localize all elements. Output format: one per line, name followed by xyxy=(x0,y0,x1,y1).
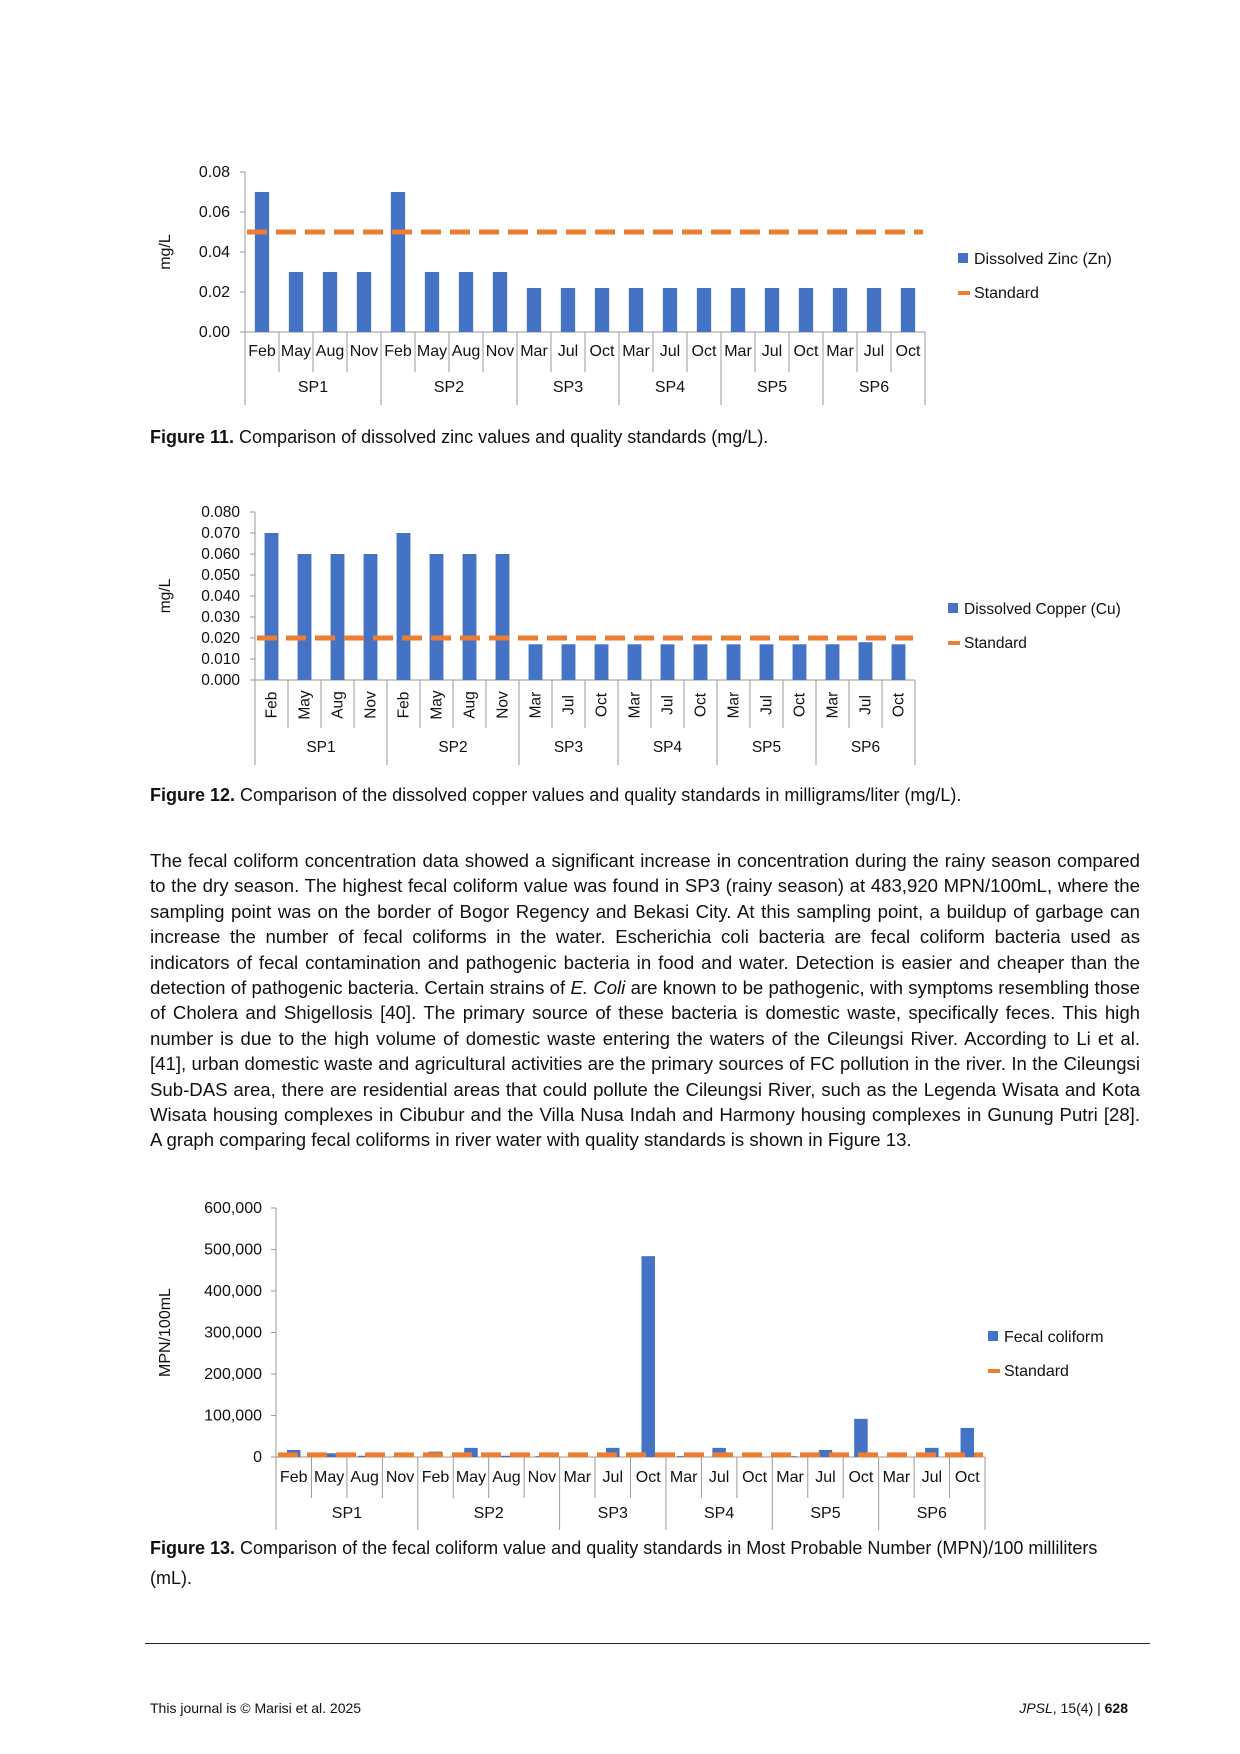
figure-13-chart xyxy=(0,1200,1240,1535)
data-bar xyxy=(833,288,847,332)
y-tick-label: 0.050 xyxy=(201,567,240,584)
x-tick-label: Nov xyxy=(385,1469,415,1486)
y-tick-label: 0.030 xyxy=(201,609,240,626)
data-bar xyxy=(867,288,881,332)
y-tick-label: 0.020 xyxy=(201,630,240,647)
y-axis-label: mg/L xyxy=(157,234,174,270)
x-tick-label: Nov xyxy=(362,691,380,719)
x-tick-label: Feb xyxy=(395,691,413,719)
figure-12-chart xyxy=(0,500,1240,770)
y-tick-label: 0.060 xyxy=(201,546,240,563)
data-bar xyxy=(663,288,677,332)
x-tick-label: Mar xyxy=(626,691,644,719)
x-tick-label: Mar xyxy=(776,1469,804,1486)
footer-journal: JPSL xyxy=(1019,1700,1053,1716)
data-bar xyxy=(892,644,906,680)
x-tick-label: Oct xyxy=(692,692,710,718)
group-label: SP3 xyxy=(552,379,584,396)
body-text-italic: E. Coli xyxy=(570,977,626,999)
figure-11-caption-text: Comparison of dissolved zinc values and quality standards (mg/L). xyxy=(234,427,769,447)
x-tick-label: Jul xyxy=(761,343,783,360)
data-bar xyxy=(826,644,840,680)
x-tick-label: Feb xyxy=(263,691,281,719)
x-tick-label: Oct xyxy=(848,1469,874,1486)
data-bar xyxy=(694,644,708,680)
y-tick-label: 600,000 xyxy=(204,1200,262,1217)
y-tick-label: 0.040 xyxy=(201,588,240,605)
y-tick-label: 100,000 xyxy=(204,1407,262,1425)
data-bar xyxy=(731,288,745,332)
figure-11-caption-label: Figure 11. xyxy=(150,427,235,447)
data-bar xyxy=(641,1256,654,1457)
x-tick-label: Nov xyxy=(349,343,379,360)
x-tick-label: May xyxy=(280,343,312,360)
group-label: SP6 xyxy=(916,1505,947,1522)
data-bar xyxy=(595,288,609,332)
group-label: SP2 xyxy=(473,1505,504,1522)
data-bar xyxy=(493,272,507,332)
x-tick-label: Mar xyxy=(724,343,752,360)
group-label: SP5 xyxy=(751,739,782,756)
data-bar xyxy=(425,272,439,332)
data-bar xyxy=(793,644,807,680)
x-tick-label: Jul xyxy=(708,1469,730,1486)
data-bar xyxy=(859,642,873,680)
group-label: SP1 xyxy=(297,379,329,396)
x-tick-label: Aug xyxy=(451,343,481,360)
x-tick-label: Jul xyxy=(758,695,776,715)
body-text-part-1: The fecal coliform concentration data showed a significant increase in concentration during the rainy season compared to the dry season. The highest fecal coliform value was found in SP3 (rainy season) at 483,920 MPN/100mL, where the sampling point was on the border of Bogor Regency and Bekasi City. At this sampling point, a buildup of garbage can increase the number of fecal coliforms in the water. Escherichia coli bacteria are fecal coliform bacteria used as indicators of fecal contamination and pathogenic bacteria in food and water. Detection is easier and cheaper than the detection of pathogenic bacteria. Certain strains of xyxy=(150,850,1140,999)
x-tick-label: Feb xyxy=(279,1469,308,1486)
data-bar xyxy=(799,288,813,332)
figure-13-caption-label: Figure 13. xyxy=(150,1538,236,1558)
x-tick-label: Jul xyxy=(602,1469,624,1486)
x-tick-label: Feb xyxy=(248,343,276,360)
y-tick-label: 400,000 xyxy=(204,1283,262,1300)
footer-citation xyxy=(1019,1700,1128,1716)
data-bar xyxy=(265,533,279,680)
x-tick-label: Nov xyxy=(494,691,512,719)
x-tick-label: Mar xyxy=(563,1469,592,1486)
x-tick-label: Feb xyxy=(421,1469,450,1486)
x-tick-label: May xyxy=(416,343,448,360)
figure-11-caption xyxy=(150,422,1140,452)
x-tick-label: Nov xyxy=(485,343,515,360)
footer-copyright: This journal is © Marisi et al. 2025 xyxy=(150,1700,362,1716)
data-bar xyxy=(255,192,269,332)
data-bar xyxy=(459,272,473,332)
data-bar xyxy=(697,288,711,332)
x-tick-label: Mar xyxy=(725,691,743,719)
data-bar xyxy=(628,644,642,680)
data-bar xyxy=(595,644,609,680)
x-tick-label: Oct xyxy=(954,1469,980,1486)
x-tick-label: Nov xyxy=(527,1469,557,1486)
x-tick-label: Oct xyxy=(791,692,809,718)
legend-swatch-series xyxy=(948,603,958,613)
group-label: SP4 xyxy=(704,1505,735,1522)
y-tick-label: 0 xyxy=(253,1449,262,1466)
data-bar xyxy=(496,554,510,680)
data-bar xyxy=(463,554,477,680)
group-label: SP2 xyxy=(433,379,465,396)
x-tick-label: Oct xyxy=(793,343,819,360)
y-tick-label: 300,000 xyxy=(204,1324,262,1342)
x-tick-label: Mar xyxy=(527,691,545,719)
data-bar xyxy=(561,288,575,332)
footer-volume: , 15(4) | xyxy=(1052,1700,1105,1716)
legend-label-standard: Standard xyxy=(974,285,1039,302)
group-label: SP5 xyxy=(810,1505,841,1522)
x-tick-label: Jul xyxy=(921,1469,943,1486)
body-text-part-2: are known to be pathogenic, with symptoms resembling those of Cholera and Shigellosis [40]. The primary source of these bacteria is domestic waste, specifically feces. This high number is due to the high volume of domestic waste entering the waters of the Cileungsi River. According to Li et al. [41], urban domestic waste and agricultural activities are the primary sources of FC pollution in the river. In the Cileungsi Sub-DAS area, there are residential areas that could pollute the Cileungsi River, such as the Legenda Wisata and Kota Wisata housing complexes in Cibubur and the Villa Nusa Indah and Harmony housing complexes in Gunung Putri [28]. A graph comparing fecal coliforms in river water with quality standards is shown in Figure 13. xyxy=(150,977,1141,1151)
y-tick-label: 0.000 xyxy=(201,672,240,689)
x-tick-label: Feb xyxy=(384,343,412,360)
legend-swatch-series xyxy=(988,1331,998,1341)
legend-label-series: Fecal coliform xyxy=(1004,1329,1104,1346)
x-tick-label: Aug xyxy=(461,691,479,719)
data-bar xyxy=(562,644,576,680)
data-bar xyxy=(331,554,345,680)
x-tick-label: Aug xyxy=(315,343,345,360)
data-bar xyxy=(765,288,779,332)
y-tick-label: 200,000 xyxy=(204,1366,262,1383)
legend-label-series: Dissolved Copper (Cu) xyxy=(964,601,1121,618)
group-label: SP3 xyxy=(553,739,584,756)
x-tick-label: Mar xyxy=(520,343,548,360)
x-tick-label: May xyxy=(428,690,446,720)
x-tick-label: Jul xyxy=(863,343,885,360)
x-tick-label: Jul xyxy=(659,343,681,360)
y-tick-label: 0.08 xyxy=(198,164,230,181)
x-tick-label: Mar xyxy=(882,1469,911,1486)
group-label: SP3 xyxy=(597,1505,628,1522)
x-tick-label: May xyxy=(455,1469,487,1486)
figure-13-caption-text: Comparison of the fecal coliform value and quality standards in Most Probable Number (MPN)/100 milliliters (mL). xyxy=(150,1538,1098,1588)
legend-label-standard: Standard xyxy=(1004,1363,1069,1380)
x-tick-label: Aug xyxy=(350,1469,379,1486)
group-label: SP5 xyxy=(756,379,788,396)
x-tick-label: Mar xyxy=(826,343,854,360)
data-bar xyxy=(901,288,915,332)
y-tick-label: 0.080 xyxy=(201,504,240,521)
x-tick-label: Mar xyxy=(622,343,650,360)
data-bar xyxy=(661,644,675,680)
footer-page-number: 628 xyxy=(1104,1700,1128,1716)
x-tick-label: Oct xyxy=(691,343,717,360)
y-tick-label: 0.010 xyxy=(201,651,240,668)
data-bar xyxy=(323,272,337,332)
figure-13-caption xyxy=(150,1533,1140,1593)
x-tick-label: Oct xyxy=(742,1469,768,1486)
data-bar xyxy=(364,554,378,680)
data-bar xyxy=(397,533,411,680)
data-bar xyxy=(727,644,741,680)
legend-swatch-series xyxy=(958,253,968,263)
x-tick-label: Oct xyxy=(635,1469,661,1486)
figure-12-caption xyxy=(150,780,1140,810)
x-tick-label: Oct xyxy=(593,692,611,718)
x-tick-label: Jul xyxy=(659,695,677,715)
data-bar xyxy=(391,192,405,332)
y-tick-label: 0.00 xyxy=(198,324,230,341)
group-label: SP2 xyxy=(438,739,468,756)
x-tick-label: May xyxy=(296,690,314,720)
data-bar xyxy=(430,554,444,680)
x-tick-label: May xyxy=(314,1469,345,1486)
y-tick-label: 0.06 xyxy=(198,204,230,221)
y-tick-label: 0.02 xyxy=(198,284,230,301)
x-tick-label: Jul xyxy=(815,1469,836,1486)
figure-12-caption-label: Figure 12. xyxy=(150,785,236,805)
figure-12-caption-text: Comparison of the dissolved copper values and quality standards in milligrams/liter (mg/L). xyxy=(235,785,962,805)
y-axis-label: MPN/100mL xyxy=(157,1288,174,1377)
data-bar xyxy=(529,644,543,680)
x-tick-label: Aug xyxy=(329,691,347,719)
x-tick-label: Mar xyxy=(669,1469,698,1486)
x-tick-label: Oct xyxy=(890,692,908,718)
legend-label-standard: Standard xyxy=(964,635,1027,652)
x-tick-label: Aug xyxy=(492,1469,521,1486)
data-bar xyxy=(298,554,312,680)
data-bar xyxy=(629,288,643,332)
x-tick-label: Jul xyxy=(557,343,579,360)
y-tick-label: 0.070 xyxy=(201,525,240,542)
x-tick-label: Jul xyxy=(560,695,578,715)
body-paragraph xyxy=(150,848,1140,1153)
y-tick-label: 0.04 xyxy=(198,244,230,261)
group-label: SP1 xyxy=(306,739,336,756)
data-bar xyxy=(760,644,774,680)
x-tick-label: Oct xyxy=(589,343,615,360)
group-label: SP4 xyxy=(654,379,686,396)
data-bar xyxy=(854,1419,867,1457)
footer-rule xyxy=(145,1643,1150,1644)
group-label: SP4 xyxy=(652,739,683,756)
group-label: SP6 xyxy=(850,739,881,756)
legend-label-series: Dissolved Zinc (Zn) xyxy=(974,251,1112,268)
figure-11-chart xyxy=(0,155,1240,415)
y-tick-label: 500,000 xyxy=(204,1241,262,1259)
data-bar xyxy=(527,288,541,332)
group-label: SP1 xyxy=(331,1505,363,1522)
y-axis-label: mg/L xyxy=(157,578,174,614)
group-label: SP6 xyxy=(858,379,890,396)
x-tick-label: Jul xyxy=(857,695,875,715)
data-bar xyxy=(289,272,303,332)
x-tick-label: Mar xyxy=(824,691,842,719)
data-bar xyxy=(357,272,371,332)
x-tick-label: Oct xyxy=(895,343,921,360)
